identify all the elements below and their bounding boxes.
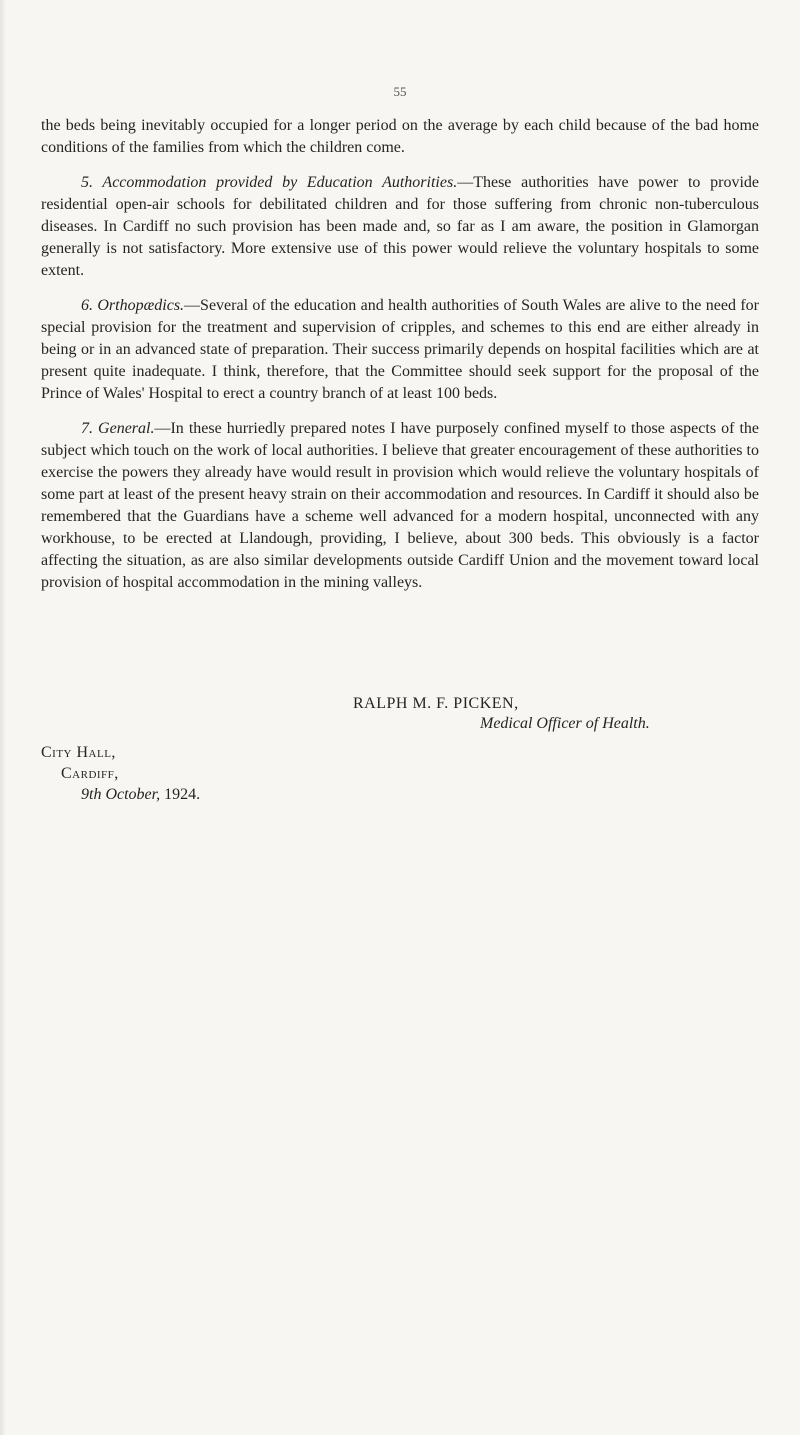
- paragraph-heading: 7. General.: [81, 420, 155, 437]
- paragraph-general: [41, 418, 759, 594]
- address-date: [81, 784, 200, 805]
- paragraph-heading: 6. Orthopædics.: [81, 297, 185, 314]
- sender-address: [41, 742, 200, 805]
- signature-name: RALPH M. F. PICKEN,: [353, 695, 519, 712]
- address-line-cardiff: Cardiff,: [61, 765, 119, 782]
- paragraph-heading: 5. Accommodation provided by Education Authorities.: [81, 174, 458, 191]
- paragraph-orthopaedics: [41, 295, 759, 405]
- paragraph-education-authorities: [41, 172, 759, 282]
- date-year: 1924.: [160, 786, 201, 803]
- paragraph-text: —Several of the education and health authorities of South Wales are alive to the need for special provision for the treatment and supervision of cripples, and schemes to this end are either already in being or in an advanced state of preparation. Their success primarily depends on hospital facilities which are at present quite inadequate. I think, therefore, that the Committee should seek support for the proposal of the Prince of Wales' Hospital to erect a country branch of at least 100 beds.: [41, 297, 759, 402]
- paragraph-text: —These authorities have power to provide residential open-air schools for debilitated children and for those suffering from chronic non-tuberculous diseases. In Cardiff no such provision has been made and, so far as I am aware, the position in Glamorgan generally is not satisfactory. More extensive use of this power would relieve the voluntary hospitals to some extent.: [41, 174, 760, 279]
- paragraph-text: the beds being inevitably occupied for a longer period on the average by each child because of the bad home conditions of the families from which the children come.: [41, 117, 759, 156]
- page-number: 55: [393, 84, 407, 99]
- document-body: [41, 115, 759, 607]
- scan-edge-shadow: [0, 0, 6, 1435]
- paragraph-text: —In these hurriedly prepared notes I have purposely confined myself to those aspects of the subject which touch on the work of local authorities. I believe that greater encouragement of these authorities to exercise the powers they already have would result in provision which would relieve the voluntary hospitals of some part at least of the present heavy strain on their accommodation and resources. In Cardiff it should also be remembered that the Guardians have a scheme well advanced for a modern hospital, unconnected with any workhouse, to be erected at Llandough, providing, I believe, about 300 beds. This obviously is a factor affecting the situation, as are also similar developments outside Cardiff Union and the movement toward local provision of hospital accommodation in the mining valleys.: [41, 420, 759, 591]
- signature-title: Medical Officer of Health.: [480, 715, 650, 732]
- address-line-city-hall: City Hall,: [41, 744, 116, 761]
- date-day-month: 9th October,: [81, 786, 161, 803]
- paragraph-continuation: [41, 115, 759, 159]
